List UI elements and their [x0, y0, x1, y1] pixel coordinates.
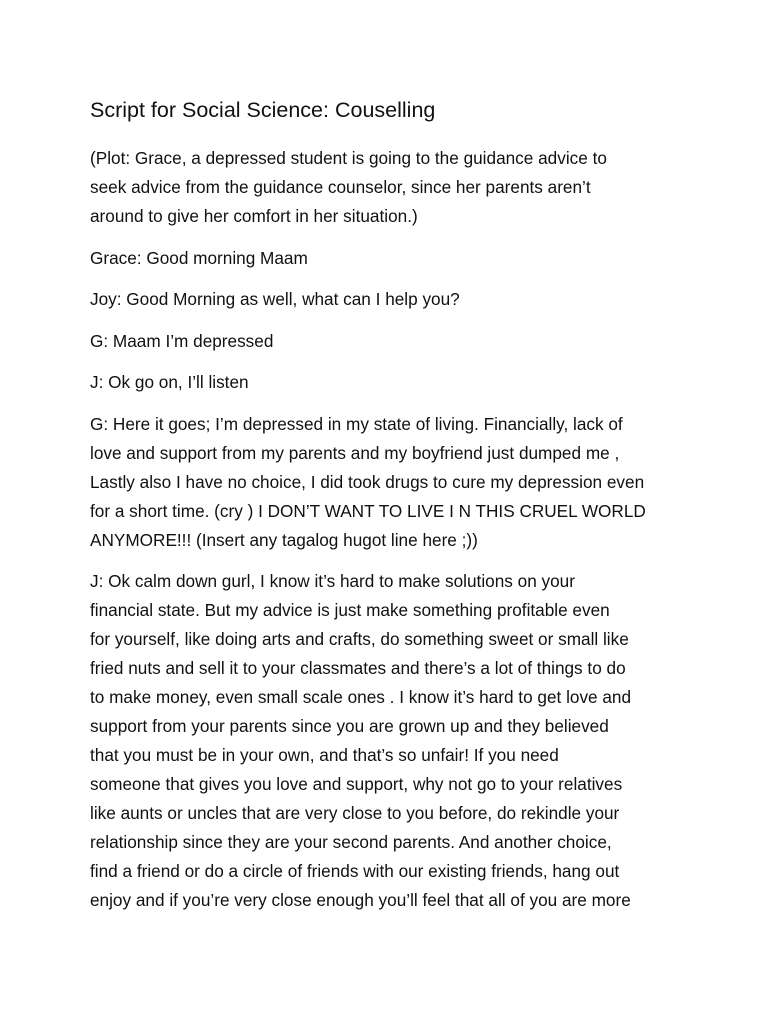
text-line: Joy: Good Morning as well, what can I help you?	[90, 289, 460, 309]
text-line: fried nuts and sell it to your classmates and there’s a lot of things to do	[90, 658, 626, 678]
text-line: J: Ok go on, I’ll listen	[90, 372, 249, 392]
text-line: (Plot: Grace, a depressed student is going to the guidance advice to	[90, 148, 607, 168]
text-line: enjoy and if you’re very close enough you’ll feel that all of you are more	[90, 890, 631, 910]
dialogue-line-grace	[90, 244, 690, 273]
dialogue-line-grace	[90, 410, 690, 555]
text-line: someone that gives you love and support, why not go to your relatives	[90, 774, 623, 794]
dialogue-line-joy	[90, 368, 690, 397]
plot-paragraph	[90, 144, 690, 231]
text-line: around to give her comfort in her situation.)	[90, 206, 418, 226]
text-line: for a short time. (cry ) I DON’T WANT TO LIVE I N THIS CRUEL WORLD	[90, 500, 646, 521]
text-line: to make money, even small scale ones . I know it’s hard to get love and	[90, 687, 632, 707]
text-line: find a friend or do a circle of friends with our existing friends, hang out	[90, 861, 620, 881]
text-line: seek advice from the guidance counselor, since her parents aren’t	[90, 177, 591, 197]
dialogue-line-joy	[90, 285, 690, 314]
text-line: G: Here it goes; I’m depressed in my state of living. Financially, lack of	[90, 413, 623, 434]
text-line: love and support from my parents and my boyfriend just dumped me ,	[90, 442, 620, 463]
document-body	[90, 96, 690, 928]
dialogue-line-joy	[90, 567, 690, 915]
text-line: for yourself, like doing arts and crafts, do something sweet or small like	[90, 629, 629, 649]
text-line: relationship since they are your second parents. And another choice,	[90, 832, 612, 852]
document-title: Script for Social Science: Couselling	[90, 98, 436, 122]
text-line: ANYMORE!!! (Insert any tagalog hugot line here ;))	[90, 529, 478, 550]
text-line: that you must be in your own, and that’s so unfair! If you need	[90, 745, 559, 765]
text-line: Lastly also I have no choice, I did took drugs to cure my depression even	[90, 471, 645, 492]
text-line: like aunts or uncles that are very close to you before, do rekindle your	[90, 803, 620, 823]
text-line: support from your parents since you are grown up and they believed	[90, 716, 609, 736]
dialogue-line-grace	[90, 327, 690, 356]
text-line: J: Ok calm down gurl, I know it’s hard to make solutions on your	[90, 571, 575, 591]
text-line: financial state. But my advice is just make something profitable even	[90, 600, 610, 620]
text-line: G: Maam I’m depressed	[90, 330, 274, 351]
text-line: Grace: Good morning Maam	[90, 247, 308, 268]
